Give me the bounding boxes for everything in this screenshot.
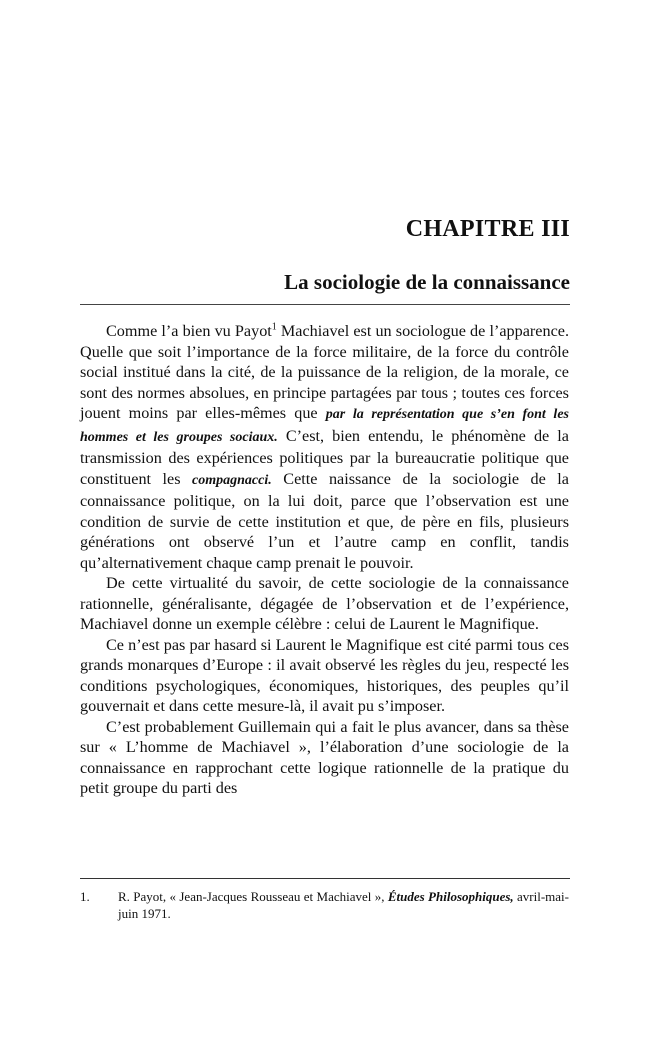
paragraph bbox=[80, 573, 569, 635]
italic-phrase: Études Philosophiques, bbox=[387, 889, 514, 904]
chapter-heading: CHAPITRE III bbox=[405, 216, 570, 242]
chapter-title: La sociologie de la connaissance bbox=[284, 270, 570, 294]
text-segment: avril-mai-juin 1971. bbox=[118, 889, 569, 921]
footnote-marker: 1 bbox=[271, 321, 277, 333]
text-segment: De cette virtualité du savoir, de cette sociologie de la connaissance rationnelle, généralisante, dégagée de l’observation et de l’expérience, Machiavel donne un exemple célèbre : celui de Laurent le Magnifique. bbox=[80, 574, 569, 633]
paragraph bbox=[80, 717, 569, 799]
footnote-number: 1. bbox=[80, 889, 90, 904]
text-segment: Comme l’a bien vu Payot bbox=[106, 322, 272, 340]
text-segment: R. Payot, « Jean-Jacques Rousseau et Machiavel », bbox=[118, 889, 388, 904]
paragraph bbox=[80, 321, 569, 573]
paragraph bbox=[80, 635, 569, 717]
footnote bbox=[80, 888, 569, 922]
footnote-divider bbox=[80, 878, 570, 879]
body-text bbox=[80, 321, 569, 799]
text-segment: Machiavel est un sociologue de l’apparence. Quelle que soit l’importance de la force militaire, de la force du contrôle social institué dans la cité, de la puissance de la religion, de la morale, ce sont des normes absolues, en principe partagées par tous ; toutes ces forces jouent moins par elles-mêmes que bbox=[80, 322, 569, 422]
text-segment: Ce n’est pas par hasard si Laurent le Magnifique est cité parmi tous ces grands monarques d’Europe : il avait observé les règles du jeu, respecté les conditions psychologiques, économiques, historiques, des peuples qu’il gouvernait et dans cette mesure-là, il avait pu s’imposer. bbox=[80, 635, 569, 715]
italic-phrase: compagnacci. bbox=[192, 472, 272, 488]
text-segment: C’est probablement Guillemain qui a fait le plus avancer, dans sa thèse sur « L’homme de Machiavel », l’élaboration d’une sociologie de la connaissance en rapprochant cette logique rationnelle de la pratique du petit groupe du parti des bbox=[80, 717, 569, 797]
italic-phrase: par la représentation que s’en font les hommes et les groupes sociaux. bbox=[80, 407, 569, 445]
title-divider bbox=[80, 304, 570, 305]
text-segment: Cette naissance de la sociologie de la connaissance politique, on la lui doit, parce que l’observation est une condition de survie de cette institution et que, de père en fils, plusieurs générations ont observé l’un et l’autre camp en conflit, tandis qu’alternativement chaque camp prenait le pouvoir. bbox=[80, 469, 569, 572]
text-segment: C’est, bien entendu, le phénomène de la transmission des expériences politiques par la bureaucratie politique que constituent les bbox=[80, 426, 569, 488]
footnote-text bbox=[118, 888, 569, 922]
